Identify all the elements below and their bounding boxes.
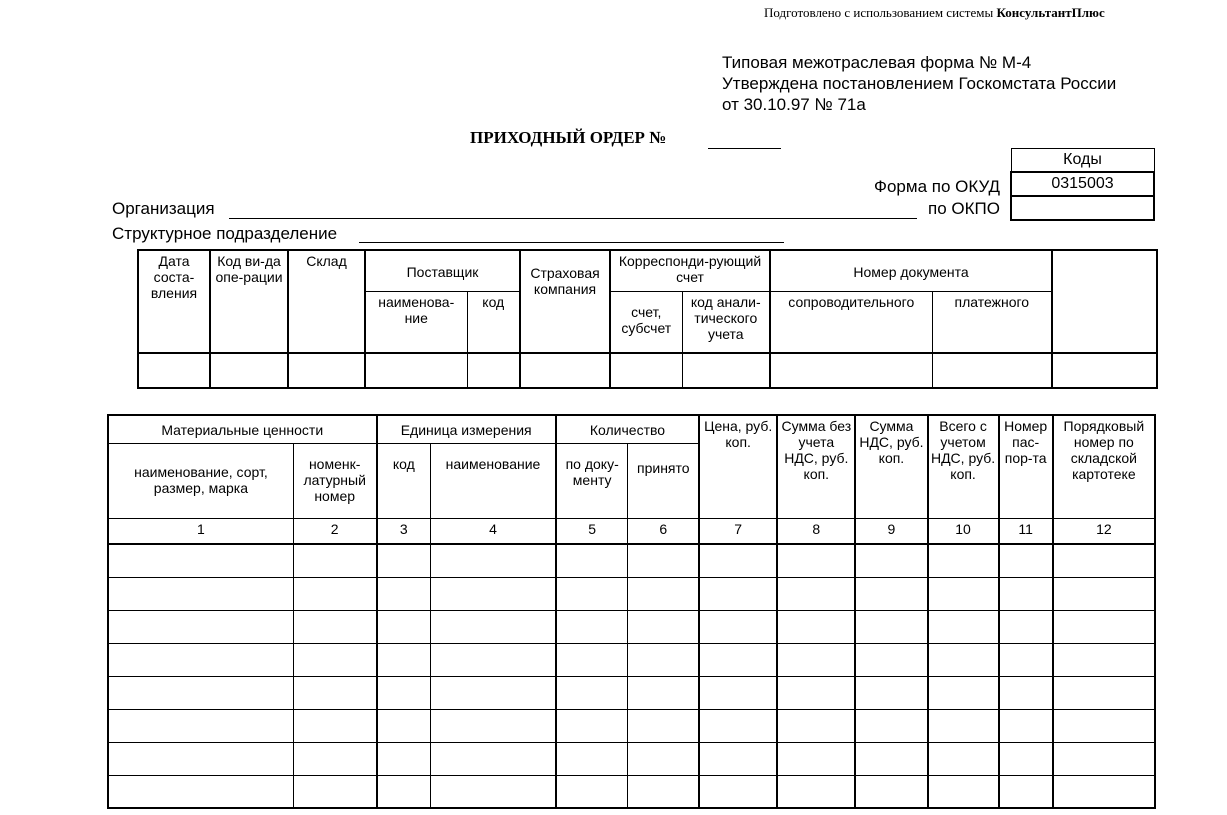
table-cell[interactable] <box>699 709 777 742</box>
table-cell[interactable] <box>293 577 376 610</box>
col-unit: Единица измерения <box>377 415 556 443</box>
col-extra <box>1052 250 1157 353</box>
materials-table <box>107 414 1156 809</box>
table-cell[interactable] <box>999 577 1053 610</box>
table-cell[interactable] <box>108 643 293 676</box>
col-accompanying: сопроводительного <box>770 291 932 353</box>
table-cell[interactable] <box>928 610 999 643</box>
col-unit-name: наименование <box>431 443 556 518</box>
col-passport-number: Номер пас-пор-та <box>999 415 1053 518</box>
table-cell[interactable] <box>628 577 699 610</box>
col-payment: платежного <box>932 291 1052 353</box>
table-cell[interactable] <box>108 676 293 709</box>
table-cell[interactable] <box>855 544 927 577</box>
column-number: 11 <box>999 518 1053 544</box>
table-cell[interactable] <box>431 709 556 742</box>
table-cell[interactable] <box>628 610 699 643</box>
col-doc-number: Номер документа <box>770 250 1052 291</box>
col-total-with-vat: Всего с учетом НДС, руб. коп. <box>928 415 999 518</box>
table-cell[interactable] <box>431 676 556 709</box>
table-cell[interactable] <box>556 577 628 610</box>
table-cell[interactable] <box>108 742 293 775</box>
table-row <box>108 709 1155 742</box>
form-standard <box>722 52 1116 115</box>
column-number: 8 <box>777 518 855 544</box>
col-date: Дата соста-вления <box>138 250 210 353</box>
table-cell[interactable] <box>293 610 376 643</box>
table-row <box>108 544 1155 577</box>
table-cell[interactable] <box>556 709 628 742</box>
column-number: 7 <box>699 518 777 544</box>
consultant-prefix: Подготовлено с использованием системы <box>764 5 994 20</box>
col-op-code: Код ви-да опе-рации <box>210 250 288 353</box>
table-row <box>138 353 1157 388</box>
col-corr-account: Корреспонди-рующий счет <box>610 250 770 291</box>
table-cell[interactable] <box>999 709 1053 742</box>
codes-box <box>1010 148 1155 221</box>
col-accepted: принято <box>628 443 699 518</box>
table-cell[interactable] <box>556 775 628 808</box>
table-cell[interactable] <box>999 643 1053 676</box>
table-cell[interactable] <box>628 544 699 577</box>
table-row <box>108 742 1155 775</box>
column-number: 9 <box>855 518 927 544</box>
table-row <box>108 775 1155 808</box>
table-cell[interactable] <box>699 676 777 709</box>
table-cell[interactable] <box>556 544 628 577</box>
table-cell[interactable] <box>293 544 376 577</box>
col-quantity: Количество <box>556 415 699 443</box>
table-cell[interactable] <box>999 544 1053 577</box>
table-cell[interactable] <box>855 676 927 709</box>
table-row <box>108 610 1155 643</box>
document-title: ПРИХОДНЫЙ ОРДЕР № <box>470 128 667 147</box>
col-price: Цена, руб. коп. <box>699 415 777 518</box>
table-cell[interactable] <box>855 643 927 676</box>
table-cell[interactable] <box>377 544 431 577</box>
okpo-label: по ОКПО <box>928 199 1000 218</box>
table-cell[interactable] <box>431 643 556 676</box>
col-analytic-code: код анали-тического учета <box>682 291 770 353</box>
table-cell[interactable] <box>108 577 293 610</box>
col-insurer: Страховая компания <box>520 250 610 353</box>
table-cell[interactable] <box>431 742 556 775</box>
table-cell[interactable] <box>628 643 699 676</box>
table-cell[interactable] <box>928 742 999 775</box>
materials-body <box>108 544 1155 808</box>
organization-label: Организация <box>112 199 215 218</box>
table-cell[interactable] <box>699 610 777 643</box>
table-cell[interactable] <box>777 577 855 610</box>
column-number: 6 <box>628 518 699 544</box>
consultant-note <box>764 5 1105 21</box>
table-cell[interactable] <box>556 742 628 775</box>
table-cell[interactable] <box>431 577 556 610</box>
table-cell[interactable] <box>431 544 556 577</box>
table-cell[interactable] <box>928 577 999 610</box>
column-numbers-row <box>108 518 1155 544</box>
table-cell[interactable] <box>556 610 628 643</box>
table-cell[interactable] <box>1053 709 1155 742</box>
table-cell[interactable] <box>777 775 855 808</box>
table-cell[interactable] <box>928 643 999 676</box>
table-cell[interactable] <box>777 544 855 577</box>
col-unit-code: код <box>377 443 431 518</box>
table-cell[interactable] <box>699 742 777 775</box>
table-cell[interactable] <box>928 709 999 742</box>
table-cell[interactable] <box>777 709 855 742</box>
table-cell[interactable] <box>293 709 376 742</box>
table-cell[interactable] <box>293 676 376 709</box>
table-cell[interactable] <box>377 709 431 742</box>
col-supplier: Поставщик <box>365 250 520 291</box>
table-cell[interactable] <box>1053 742 1155 775</box>
table-cell[interactable] <box>108 775 293 808</box>
table-cell[interactable] <box>777 643 855 676</box>
table-cell[interactable] <box>1053 643 1155 676</box>
table-cell[interactable] <box>556 643 628 676</box>
table-cell[interactable] <box>108 544 293 577</box>
col-account: счет, субсчет <box>610 291 682 353</box>
col-materials-name: наименование, сорт, размер, марка <box>108 443 293 518</box>
table-cell[interactable] <box>377 775 431 808</box>
table-cell[interactable] <box>628 709 699 742</box>
table-row <box>108 577 1155 610</box>
table-cell[interactable] <box>377 676 431 709</box>
table-cell[interactable] <box>293 643 376 676</box>
table-cell[interactable] <box>999 742 1053 775</box>
table-cell[interactable] <box>628 742 699 775</box>
column-number: 1 <box>108 518 293 544</box>
table-cell[interactable] <box>699 544 777 577</box>
column-number: 10 <box>928 518 999 544</box>
table-cell[interactable] <box>556 676 628 709</box>
col-nomenclature: номенк-латурный номер <box>293 443 376 518</box>
table-cell[interactable] <box>431 610 556 643</box>
organization-field[interactable] <box>229 218 917 219</box>
subdivision-field[interactable] <box>359 242 784 243</box>
table-row <box>108 643 1155 676</box>
table-cell[interactable] <box>999 775 1053 808</box>
standard-line-1: Типовая межотраслевая форма № М-4 <box>722 53 1032 72</box>
codes-label: Коды <box>1011 149 1154 173</box>
table-cell[interactable] <box>777 610 855 643</box>
consultant-brand: КонсультантПлюс <box>996 5 1105 20</box>
table-cell[interactable] <box>1053 577 1155 610</box>
table-cell[interactable] <box>108 610 293 643</box>
table-cell[interactable] <box>377 577 431 610</box>
table-cell[interactable] <box>628 676 699 709</box>
table-cell[interactable] <box>1053 544 1155 577</box>
subdivision-label: Структурное подразделение <box>112 224 338 243</box>
table-cell[interactable] <box>377 610 431 643</box>
table-cell[interactable] <box>293 742 376 775</box>
table-cell[interactable] <box>999 676 1053 709</box>
column-number: 3 <box>377 518 431 544</box>
standard-line-2: Утверждена постановлением Госкомстата России <box>722 74 1117 93</box>
table-cell[interactable] <box>431 775 556 808</box>
table-cell[interactable] <box>377 643 431 676</box>
table-cell[interactable] <box>855 610 927 643</box>
okpo-value[interactable] <box>1011 196 1154 220</box>
order-number-field[interactable] <box>708 148 781 149</box>
table-cell[interactable] <box>777 676 855 709</box>
table-cell[interactable] <box>999 610 1053 643</box>
col-supplier-name: наименова-ние <box>365 291 467 353</box>
okud-value[interactable]: 0315003 <box>1011 172 1154 196</box>
table-cell[interactable] <box>928 775 999 808</box>
table-cell[interactable] <box>855 742 927 775</box>
table-cell[interactable] <box>1053 775 1155 808</box>
col-materials: Материальные ценности <box>108 415 377 443</box>
table-cell[interactable] <box>777 742 855 775</box>
col-card-number: Порядковый номер по складской картотеке <box>1053 415 1155 518</box>
col-sum-no-vat: Сумма без учета НДС, руб. коп. <box>777 415 855 518</box>
table-cell[interactable] <box>108 709 293 742</box>
table-cell[interactable] <box>699 775 777 808</box>
table-cell[interactable] <box>855 709 927 742</box>
col-by-document: по доку-менту <box>556 443 628 518</box>
table-row <box>108 676 1155 709</box>
table-cell[interactable] <box>928 544 999 577</box>
col-vat-sum: Сумма НДС, руб. коп. <box>855 415 927 518</box>
table-cell[interactable] <box>628 775 699 808</box>
col-warehouse: Склад <box>288 250 365 353</box>
column-number: 2 <box>293 518 376 544</box>
table-cell[interactable] <box>377 742 431 775</box>
table-cell[interactable] <box>855 775 927 808</box>
table-cell[interactable] <box>293 775 376 808</box>
column-number: 4 <box>431 518 556 544</box>
table-cell[interactable] <box>1053 676 1155 709</box>
column-number: 12 <box>1053 518 1155 544</box>
table-cell[interactable] <box>855 577 927 610</box>
table-cell[interactable] <box>699 577 777 610</box>
column-number: 5 <box>556 518 628 544</box>
table-cell[interactable] <box>1053 610 1155 643</box>
order-header-table <box>137 249 1158 389</box>
table-cell[interactable] <box>699 643 777 676</box>
okud-label: Форма по ОКУД <box>874 177 1000 196</box>
standard-line-3: от 30.10.97 № 71а <box>722 95 866 114</box>
table-cell[interactable] <box>928 676 999 709</box>
col-supplier-code: код <box>467 291 520 353</box>
